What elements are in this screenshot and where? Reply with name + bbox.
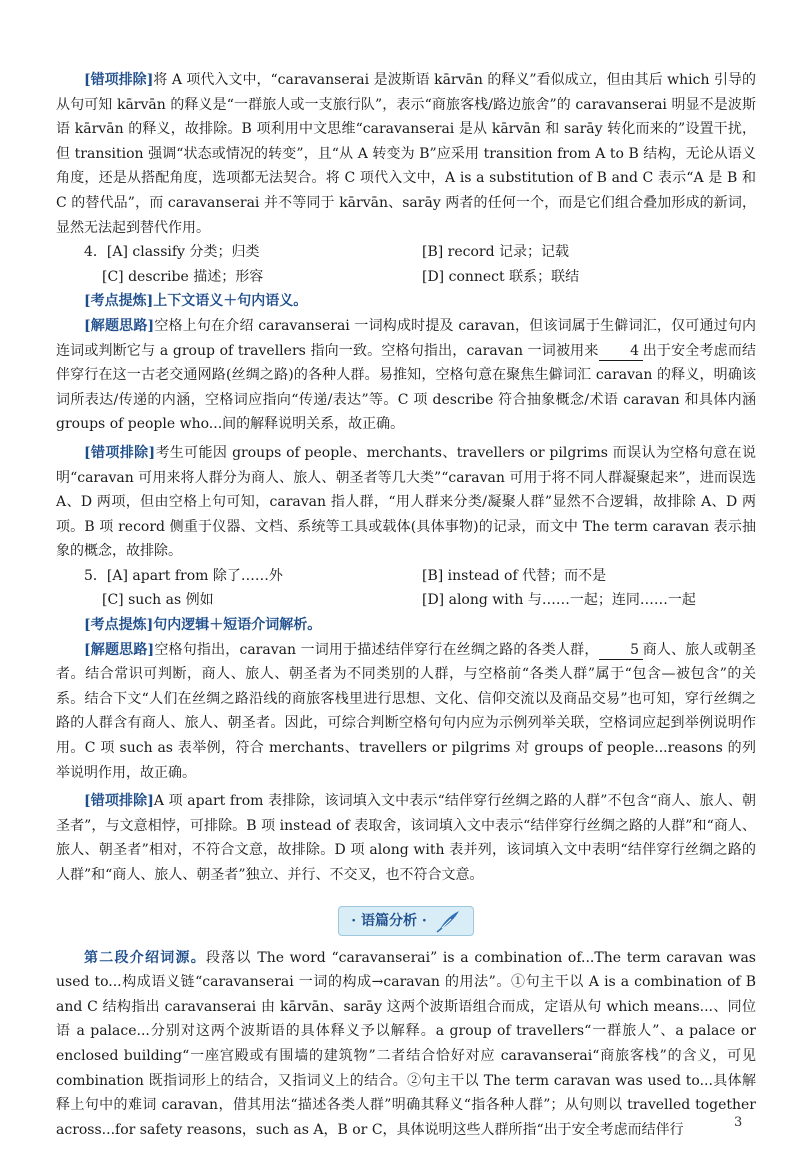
page-number: 3 (734, 1115, 743, 1130)
wrong-option-tag: [错项排除] (84, 72, 154, 88)
analysis-banner-row (56, 906, 756, 936)
wrong-option-tag: [错项排除] (84, 444, 156, 461)
analysis-banner (338, 906, 474, 936)
q4-option-d: [D] connect 联系；联结 (422, 268, 580, 285)
q4-option-a: 4．[A] classify 分类；归类 (84, 244, 260, 261)
analysis-text: 段落以 The word “caravanserai” is a combination of...The term caravan was used to...构成语义链“caravanserai 一词的构成→caravan 的用法”。①句主干以 A is a combination of B and C 结构指出 caravanserai 由 kārvān、sarāy 这两个波斯语组合而成，定语从句 which means...、同位语 a palace...分别对这两个波斯语的具体释义予以解释。a group of travellers“一群旅人”、a palace or enclosed building“一座宫殿或有围墙的建筑物”二者结合恰好对应 caravanserai“商旅客栈”的含义，可见 combination 既指词形上的结合，又指词义上的结合。②句主干以 The term caravan was used to...具体解释上句中的难词 caravan，借其用法“描述各类人群”明确其释义“指各种人群”；从句则以 travelled together across...for safety reasons，such as A，B or C，具体说明这些人群所指“出于安全考虑而结伴行 (56, 949, 756, 1138)
q4-focus-paragraph (56, 289, 756, 314)
analysis-banner-title: · 语篇分析 · (351, 912, 427, 929)
analysis-lead: 第二段介绍词源。 (84, 949, 206, 966)
idea-tag: [解题思路] (84, 641, 155, 658)
q4-wrong-option-text: 考生可能因 groups of people、merchants、travellers or pilgrims 而误认为空格句意在说明“caravan 可用来将人群分为商人、旅人、朝圣者等几大类”“caravan 可用于将不同人群凝聚起来”，进而误选 A、D 两项，但由空格上句可知，caravan 指人群，“用人群来分类/凝聚人群”显然不合逻辑，故排除 A、D 两项。B 项 record 侧重于仪器、文档、系统等工具或载体(具体事物)的记录，而文中 The term caravan 表示抽象的概念，故排除。 (56, 444, 757, 560)
q5-focus-paragraph (56, 613, 756, 638)
wrong-option-tag: [错项排除] (84, 793, 154, 810)
focus-tag: [考点提炼] (84, 293, 154, 310)
q5-option-d: [D] along with 与……一起；连同……一起 (422, 592, 696, 609)
analysis-paragraph (56, 946, 756, 1143)
q5-option-a: 5．[A] apart from 除了……外 (84, 567, 283, 584)
q4-idea-before: 空格上句在介绍 caravanserai 一词构成时提及 caravan，但该词属于生僻词汇，仅可通过句内连词或判断它与 a group of travellers 指向一致。空格句指出，caravan 一词被用来 (56, 317, 757, 359)
q5-option-b: [B] instead of 代替；而不是 (422, 567, 607, 584)
q5-blank: 5 (599, 641, 643, 660)
q4-blank: 4 (599, 342, 643, 361)
idea-tag: [解题思路] (84, 317, 155, 334)
q5-idea-paragraph (56, 638, 756, 786)
q4-option-b: [B] record 记录；记载 (422, 244, 570, 261)
q4-focus-text: 上下文语义＋句内语义。 (153, 293, 308, 310)
quill-icon (435, 909, 461, 933)
q5-wrong-option-text: A 项 apart from 表排除，该词填入文中表示“结伴穿行丝绸之路的人群”不包含“商人、旅人、朝圣者”，与文意相悖，可排除。B 项 instead of 表取舍，该词填入文中表示“结伴穿行丝绸之路的人群”和“商人、旅人、朝圣者”相对，不符合文意，故排除。D 项 along with 表并列，该词填入文中表明“结伴穿行丝绸之路的人群”和“商人、旅人、朝圣者”独立、并行、不交叉，也不符合文意。 (56, 793, 757, 883)
q5-options (56, 564, 756, 613)
focus-tag: [考点提炼] (84, 617, 154, 634)
q5-idea-before: 空格句指出，caravan 一词用于描述结伴穿行在丝绸之路的各类人群， (154, 641, 599, 658)
q3-wrong-option-paragraph (56, 68, 756, 240)
q4-option-c: [C] describe 描述；形容 (102, 268, 264, 285)
q5-option-c: [C] such as 例如 (102, 592, 214, 609)
q5-idea-after: 商人、旅人或朝圣者。结合常识可判断，商人、旅人、朝圣者为不同类别的人群，与空格前“各类人群”属于“包含—被包含”的关系。结合下文“人们在丝绸之路沿线的商旅客栈里进行思想、文化、信仰交流以及商品交易”也可知，穿行丝绸之路的人群含有商人、旅人、朝圣者。因此，可综合判断空格句句内应为示例列举关联，空格词应起到举例说明作用。C 项 such as 表举例，符合 merchants、travellers or pilgrims 对 groups of people...reasons 的列举说明作用，故正确。 (56, 641, 757, 781)
q4-wrong-option-paragraph (56, 441, 756, 564)
q4-idea-after: 出于安全考虑而结伴穿行在这一古老交通网路(丝绸之路)的各种人群。易推知，空格句意在聚焦生僻词汇 caravan 的释义，明确该词所表达/传递的内涵，空格词应指向“传递/表达”等。C 项 describe 符合抽象概念/术语 caravan 和具体内涵 groups of people who...间的解释说明关系，故正确。 (56, 342, 757, 433)
q4-options (56, 240, 756, 289)
q4-idea-paragraph (56, 314, 756, 437)
page-content (56, 68, 756, 1142)
q5-wrong-option-paragraph (56, 789, 756, 887)
q5-focus-text: 句内逻辑＋短语介词解析。 (153, 617, 322, 634)
q3-wrong-option-text: 将 A 项代入文中，“caravanserai 是波斯语 kārvān 的释义”看似成立，但由其后 which 引导的从句可知 kārvān 的释义是“一群旅人或一支旅行队”，表示“商旅客栈/路边旅舍”的 caravanserai 明显不是波斯语 kārvān 的释义，故排除。B 项利用中文思维“caravanserai 是从 kārvān 和 sarāy 转化而来的”设置干扰，但 transition 强调“状态或情况的转变”，且“从 A 转变为 B”应采用 transition from A to B 结构，无论从语义角度，还是从搭配角度，选项都无法契合。将 C 项代入文中，A is a substitution of B and C 表示“A 是 B 和 C 的替代品”，而 caravanserai 并不等同于 kārvān、sarāy 两者的任何一个，而是它们组合叠加形成的新词，显然无法起到替代作用。 (56, 72, 756, 236)
